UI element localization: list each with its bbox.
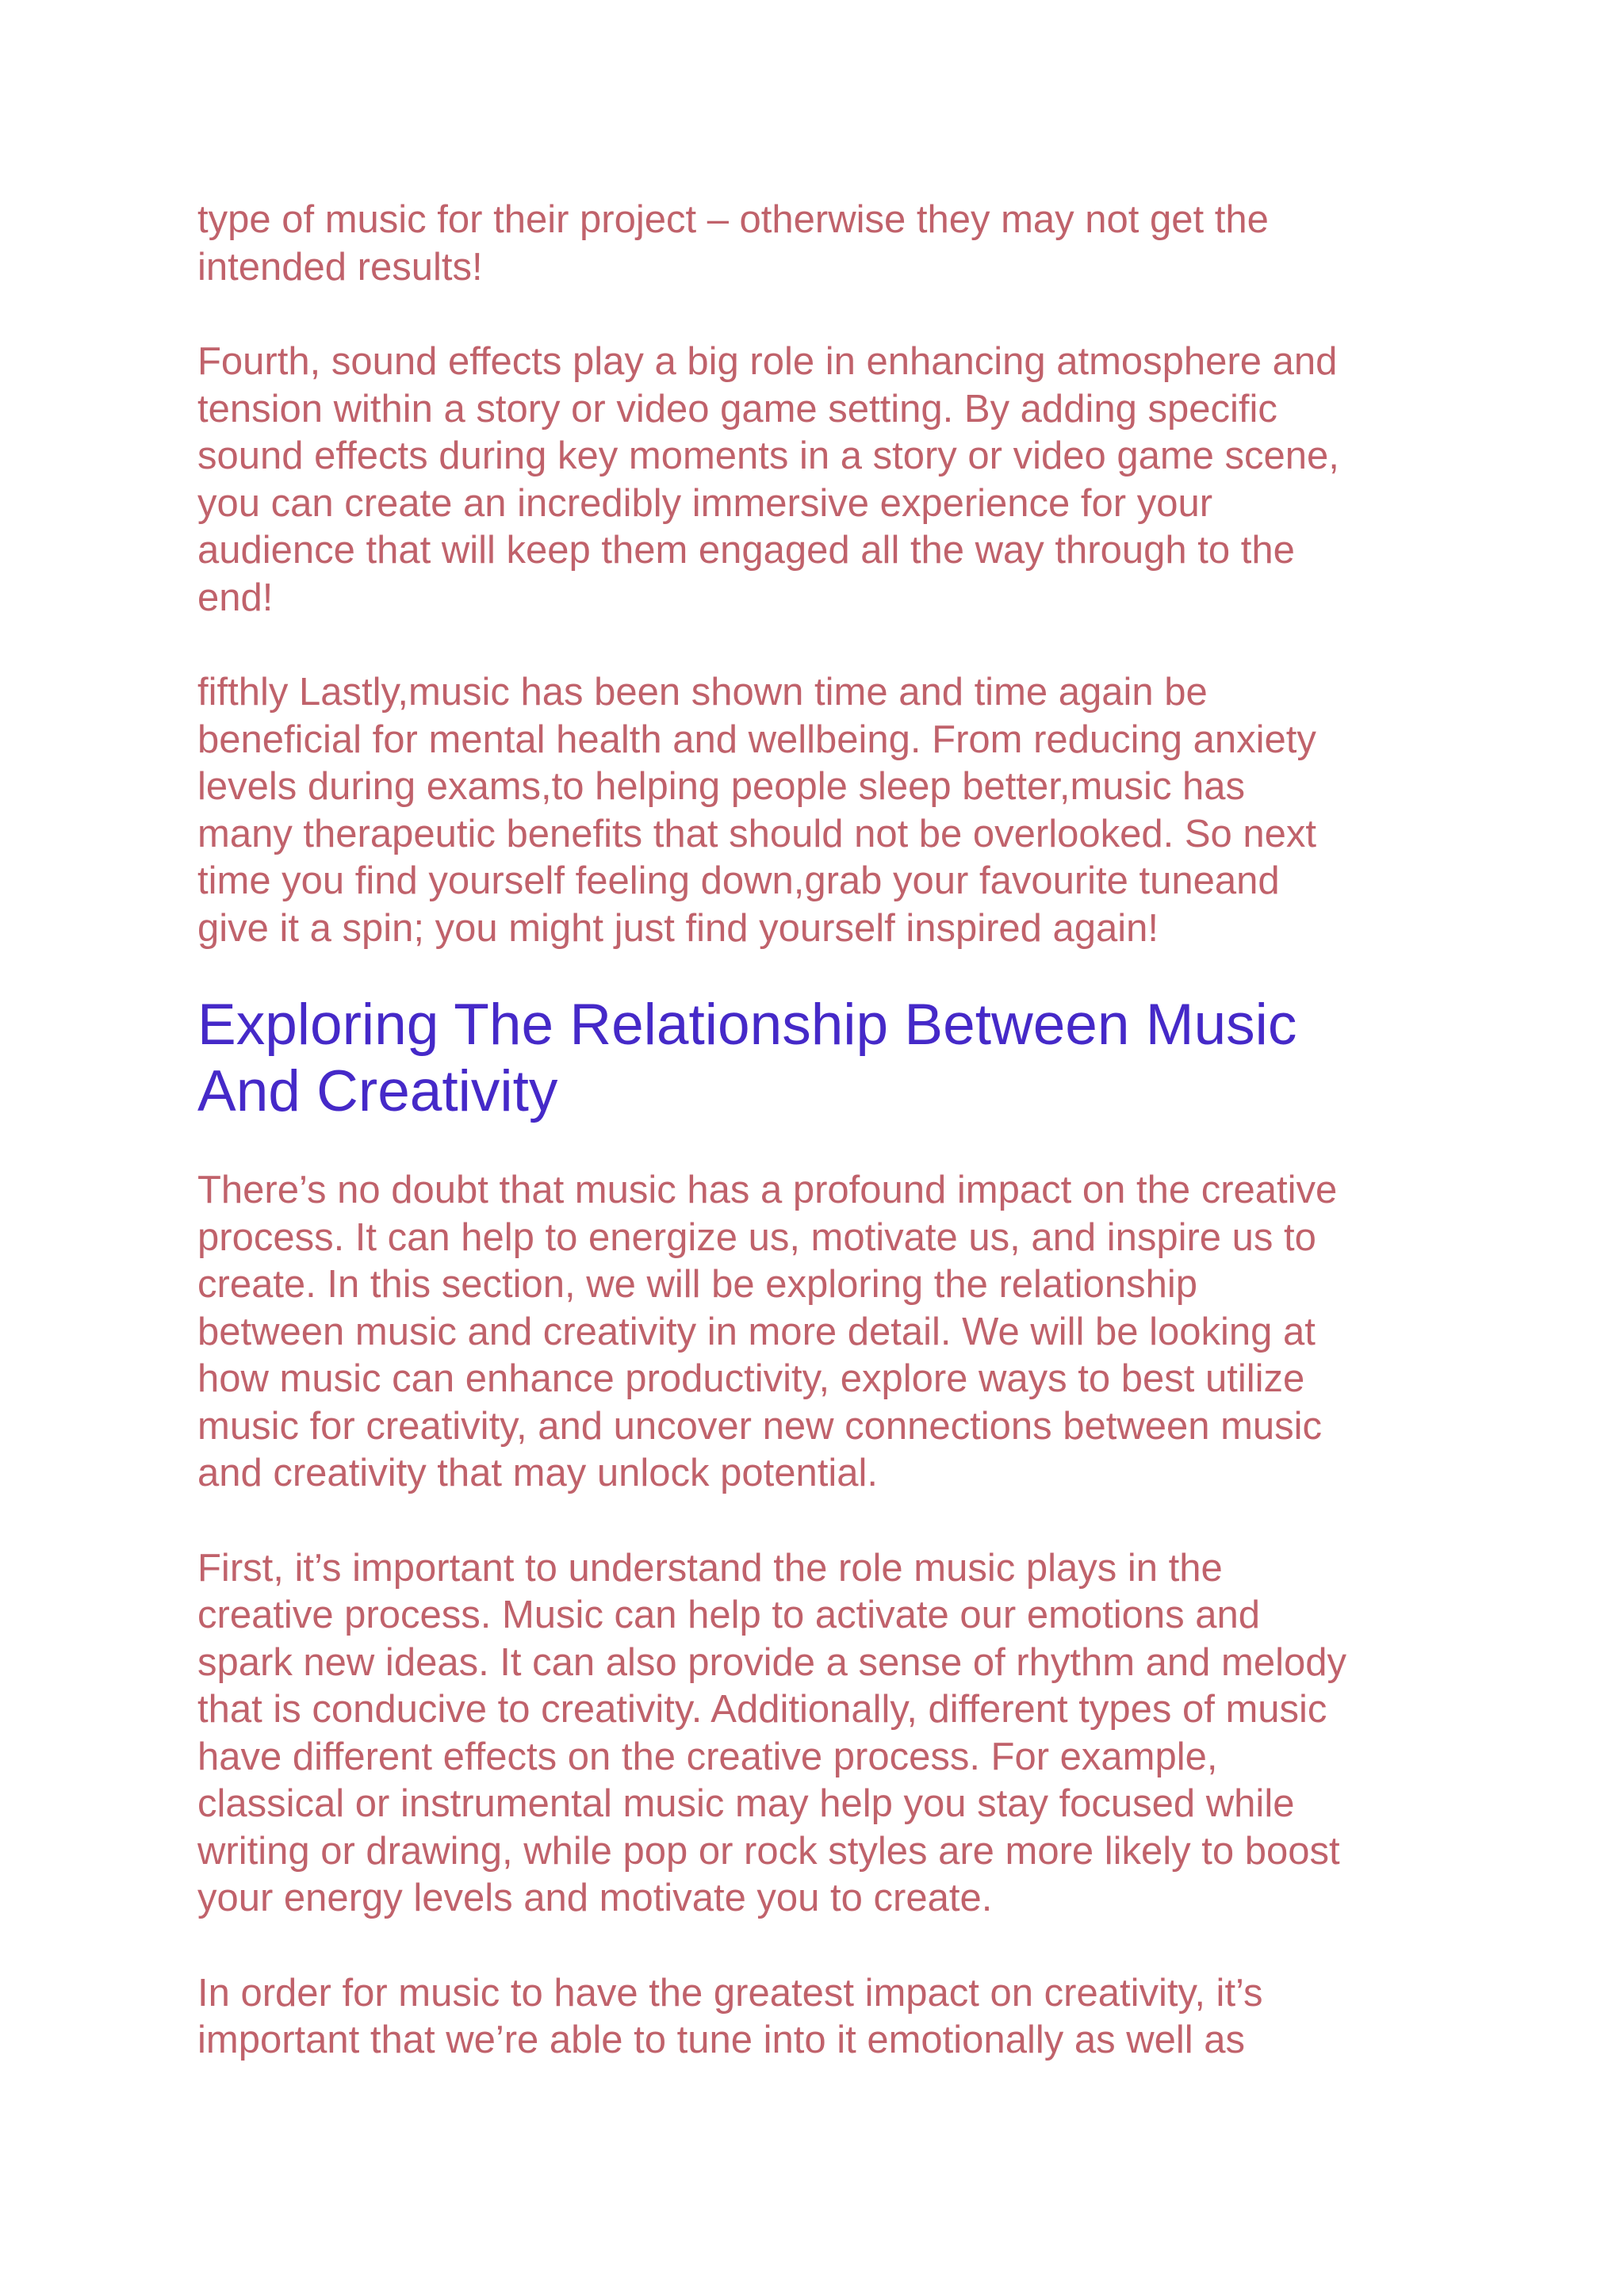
text-line: creative process. Music can help to activate our emotions and: [197, 1594, 1261, 1636]
text-line: music for creativity, and uncover new connections between music: [197, 1404, 1323, 1448]
text-line: intended results!: [197, 245, 483, 289]
text-line: type of music for their project – otherwise they may not get the: [197, 198, 1269, 241]
text-line: end!: [197, 576, 274, 619]
text-line: give it a spin; you might just find yourself inspired again!: [197, 906, 1159, 950]
text-line: create. In this section, we will be exploring the relationship: [197, 1263, 1198, 1306]
text-line: have different effects on the creative process. For example,: [197, 1735, 1218, 1778]
paragraph-creative-process: [197, 1545, 1450, 1923]
text-line: your energy levels and motivate you to create.: [197, 1877, 993, 1919]
text-line: that is conducive to creativity. Additionally, different types of music: [197, 1688, 1327, 1731]
text-line: and creativity that may unlock potential.: [197, 1452, 878, 1494]
text-line: beneficial for mental health and wellbeing. From reducing anxiety: [197, 718, 1316, 761]
text-line: spark new ideas. It can also provide a sense of rhythm and melody: [197, 1640, 1346, 1684]
text-line: many therapeutic benefits that should not be overlooked. So next: [197, 812, 1317, 855]
paragraph-emotional-tuning: [197, 1970, 1450, 2064]
page-content: [197, 197, 1450, 2064]
text-line: sound effects during key moments in a story or video game scene,: [197, 434, 1339, 477]
heading-line: Exploring The Relationship Between Music: [197, 993, 1297, 1057]
text-line: you can create an incredibly immersive experience for your: [197, 481, 1213, 525]
text-line: Fourth, sound effects play a big role in enhancing atmosphere and: [197, 340, 1338, 383]
text-line: process. It can help to energize us, motivate us, and inspire us to: [197, 1215, 1316, 1259]
text-line: There’s no doubt that music has a profound impact on the creative: [197, 1169, 1338, 1211]
text-line: how music can enhance productivity, explore ways to best utilize: [197, 1357, 1305, 1400]
paragraph-sound-effects: [197, 339, 1450, 622]
text-line: important that we’re able to tune into it emotionally as well as: [197, 2019, 1245, 2061]
section-heading: [197, 992, 1450, 1125]
text-line: audience that will keep them engaged all the way through to the: [197, 529, 1295, 572]
heading-line: And Creativity: [197, 1059, 558, 1123]
text-line: time you find yourself feeling down,grab your favourite tuneand: [197, 859, 1280, 902]
paragraph-intro: [197, 1167, 1450, 1498]
text-line: classical or instrumental music may help you stay focused while: [197, 1782, 1295, 1825]
text-line: writing or drawing, while pop or rock styles are more likely to boost: [197, 1829, 1340, 1873]
text-line: First, it’s important to understand the role music plays in the: [197, 1546, 1223, 1590]
text-line: levels during exams,to helping people sleep better,music has: [197, 765, 1246, 808]
text-line: between music and creativity in more detail. We will be looking at: [197, 1310, 1316, 1353]
text-line: tension within a story or video game setting. By adding specific: [197, 387, 1277, 430]
paragraph-continued: [197, 197, 1450, 291]
text-line: In order for music to have the greatest impact on creativity, it’s: [197, 1971, 1263, 2015]
paragraph-mental-health: [197, 669, 1450, 952]
text-line: fifthly Lastly,music has been shown time and time again be: [197, 671, 1208, 714]
